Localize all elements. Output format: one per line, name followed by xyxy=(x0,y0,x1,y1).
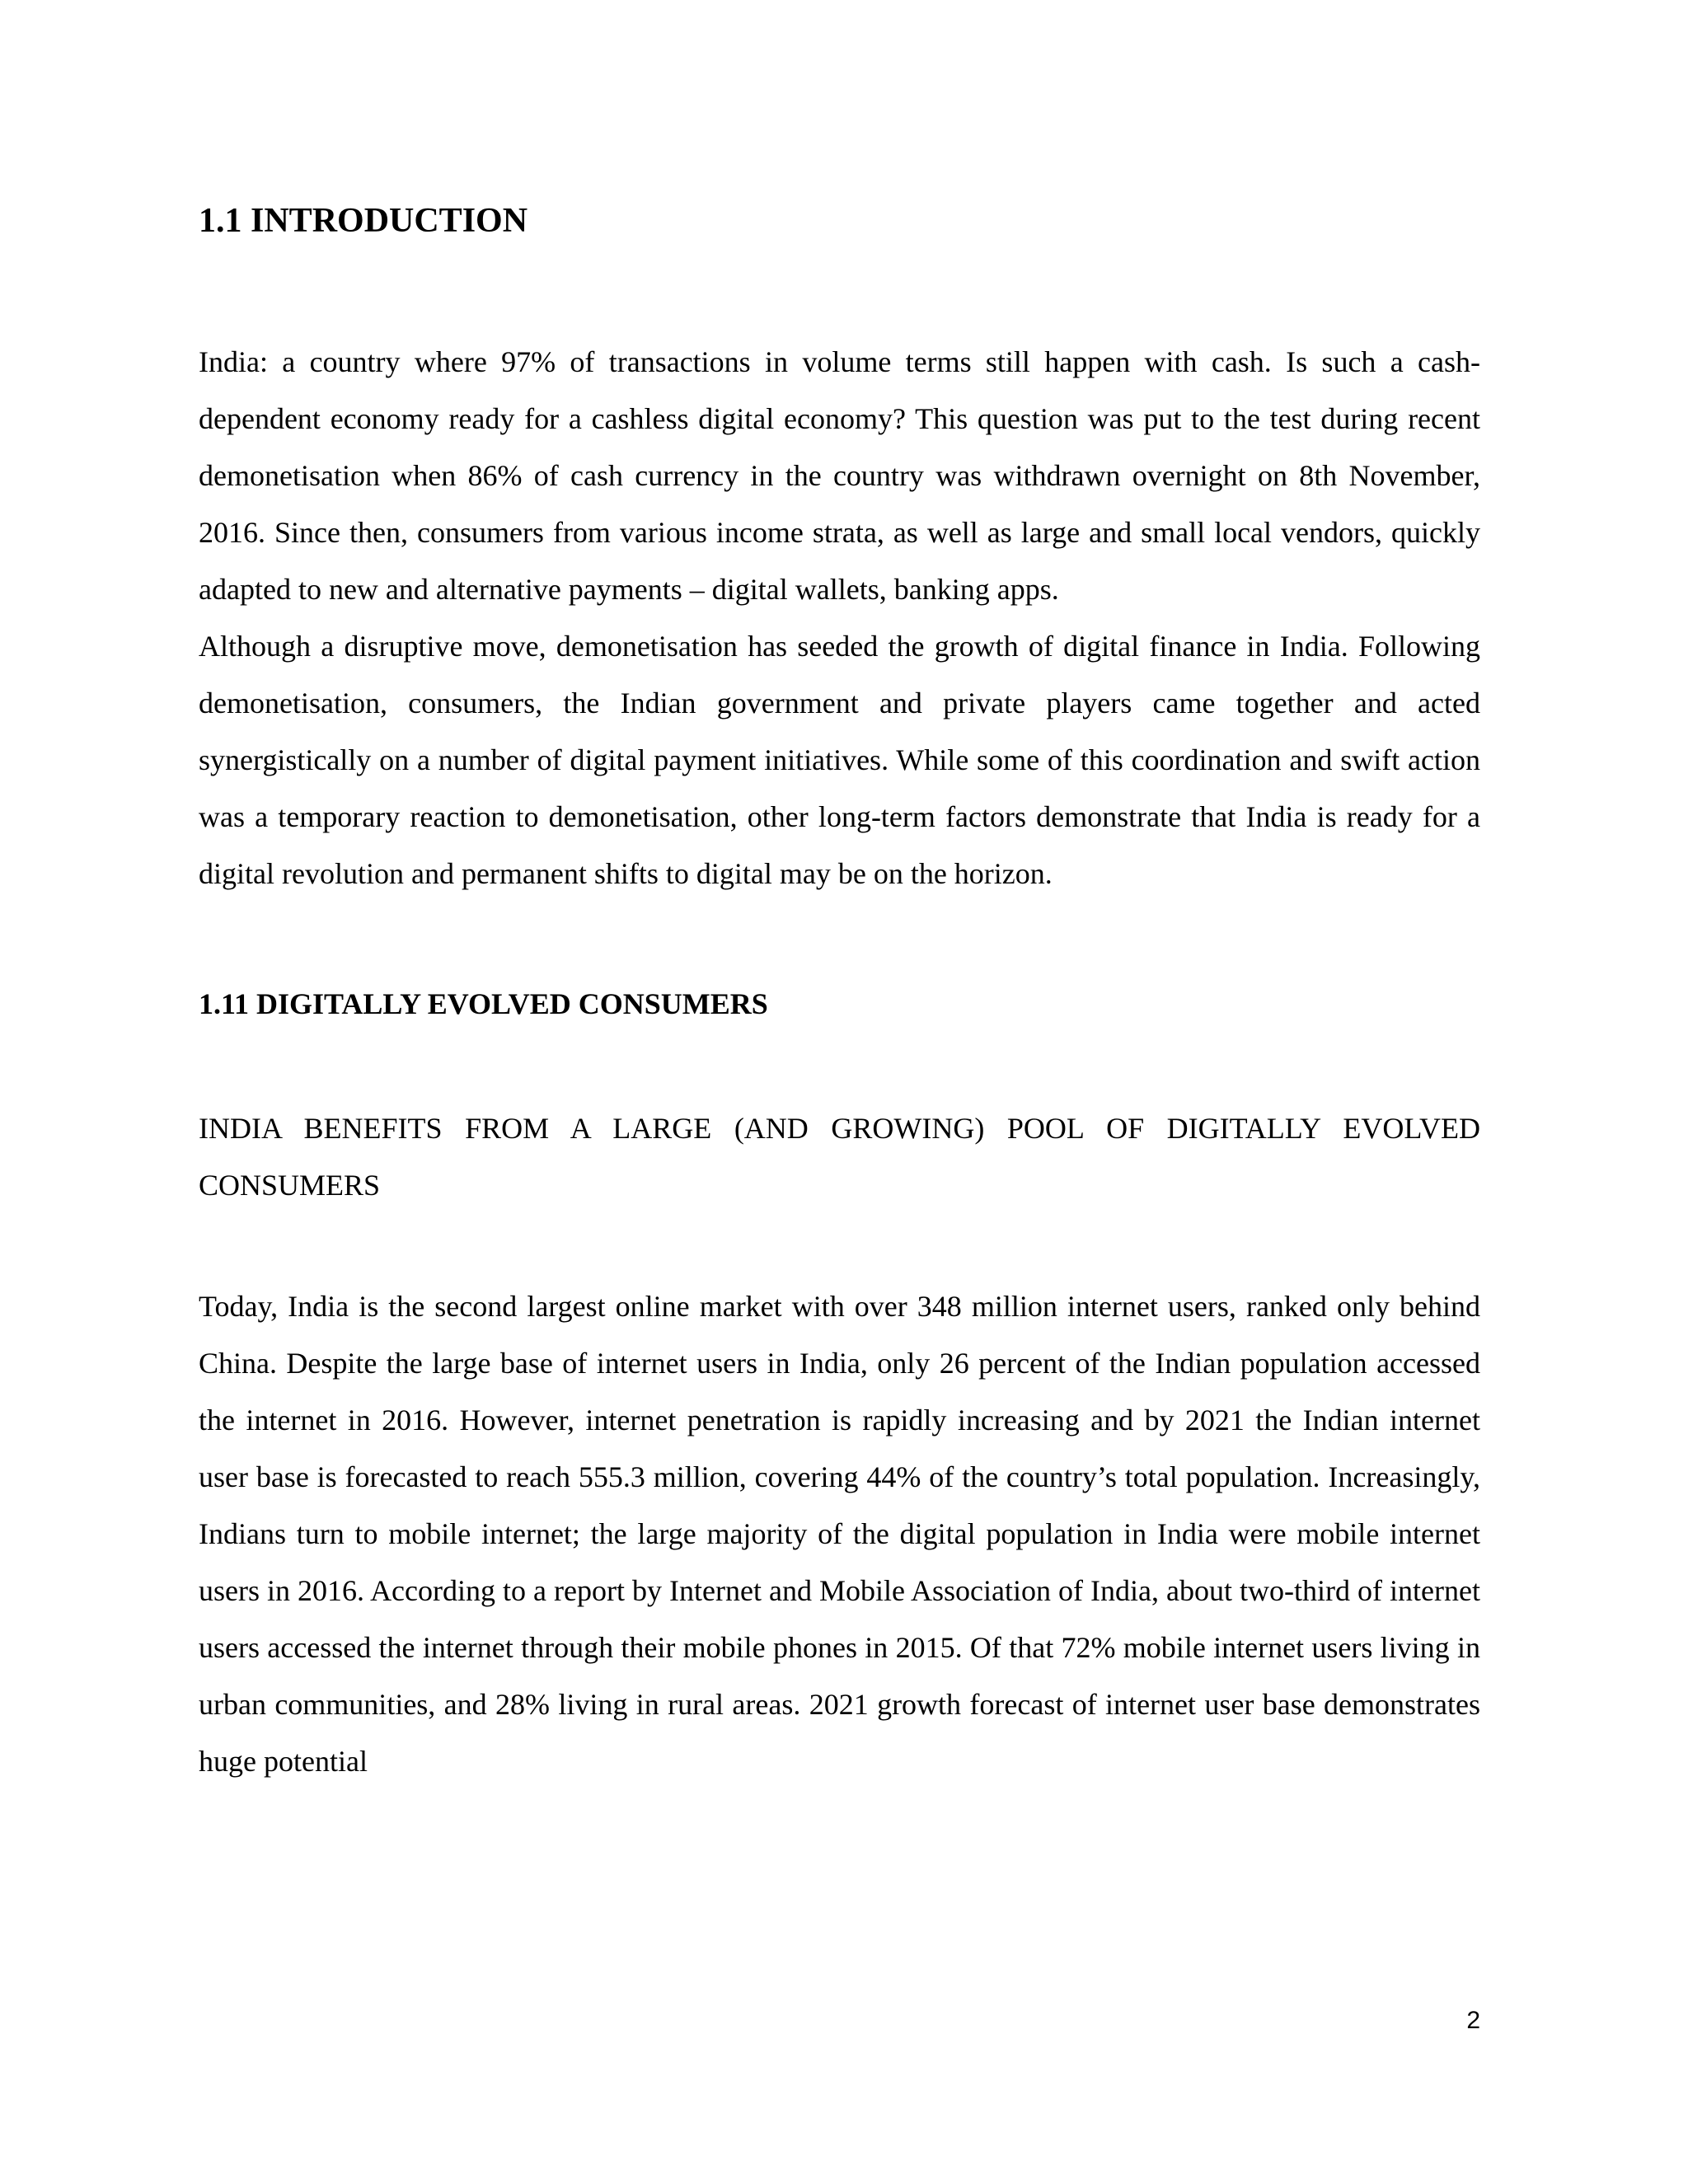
paragraph-digital-consumers: Today, India is the second largest online market with over 348 million internet users, ranked only behind China. Despite the large base of internet users in India, only 26 percent of the Indian population accessed the internet in 2016. However, internet penetration is rapidly increasing and by 2021 the Indian internet user base is forecasted to reach 555.3 million, covering 44% of the country’s total population. Increasingly, Indians turn to mobile internet; the large majority of the digital population in India were mobile internet users in 2016. According to a report by Internet and Mobile Association of India, about two-third of internet users accessed the internet through their mobile phones in 2015. Of that 72% mobile internet users living in urban communities, and 28% living in rural areas. 2021 growth forecast of internet user base demonstrates huge potential xyxy=(199,1290,1480,1778)
subsection-heading-digital-consumers: 1.11 DIGITALLY EVOLVED CONSUMERS xyxy=(199,987,768,1020)
page-content xyxy=(199,196,1480,1790)
page-number: 2 xyxy=(1466,2007,1480,2034)
section-heading-introduction: 1.1 INTRODUCTION xyxy=(199,202,528,240)
paragraph-intro-1: India: a country where 97% of transactions in volume terms still happen with cash. Is such a cash-dependent economy ready for a cashless digital economy? This question was put to the test during recent demonetisation when 86% of cash currency in the country was withdrawn overnight on 8th November, 2016. Since then, consumers from various income strata, as well as large and small local vendors, quickly adapted to new and alternative payments – digital wallets, banking apps. xyxy=(199,345,1480,606)
caps-title: INDIA BENEFITS FROM A LARGE (AND GROWING) POOL OF DIGITALLY EVOLVED CONSUMERS xyxy=(199,1112,1480,1202)
paragraph-intro-2: Although a disruptive move, demonetisation has seeded the growth of digital finance in India. Following demonetisation, consumers, the Indian government and private players came together and acted synergistically on a number of digital payment initiatives. While some of this coordination and swift action was a temporary reaction to demonetisation, other long-term factors demonstrate that India is ready for a digital revolution and permanent shifts to digital may be on the horizon. xyxy=(199,630,1480,890)
